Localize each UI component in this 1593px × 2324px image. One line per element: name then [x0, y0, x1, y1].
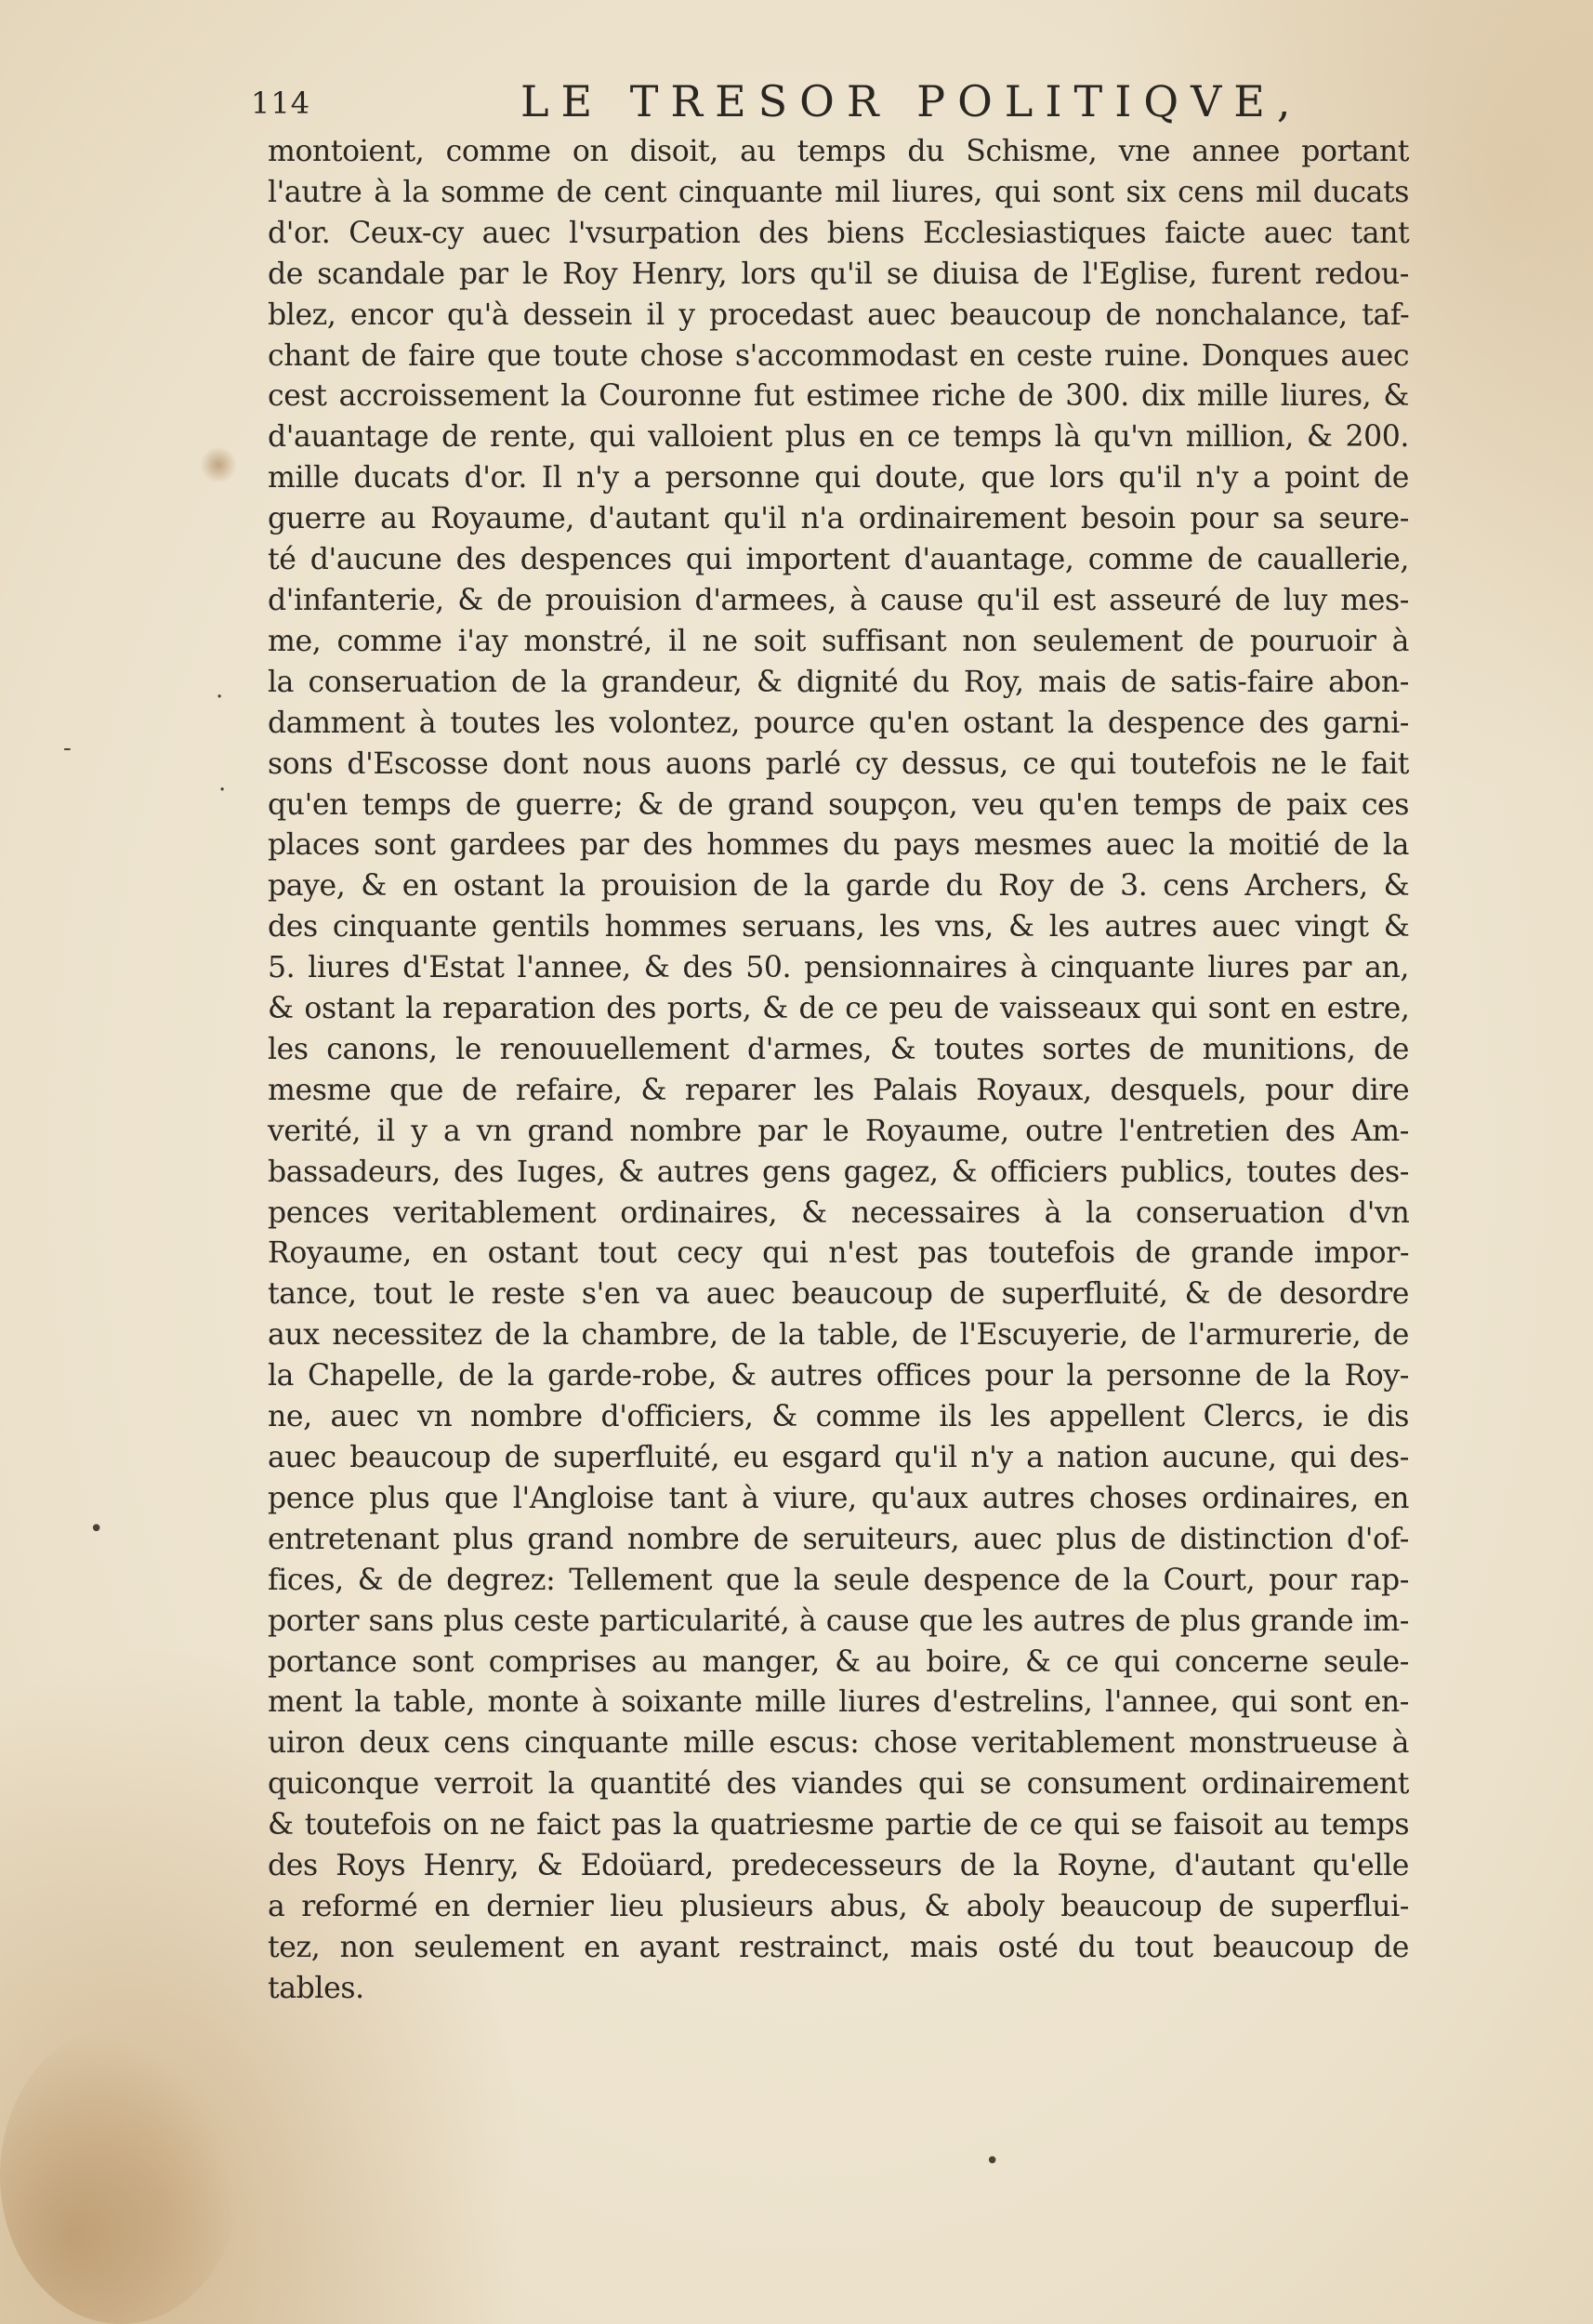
margin-mark: -	[63, 734, 72, 762]
text-line: la Chapelle, de la garde-robe, & autres offices pour la personne de la Roy-	[268, 1359, 1409, 1393]
text-line: a reformé en dernier lieu plusieurs abus, & aboly beaucoup de superflui-	[268, 1889, 1409, 1923]
text-line: pence plus que l'Angloise tant à viure, qu'aux autres choses ordinaires, en	[268, 1481, 1409, 1515]
text-line: qu'en temps de guerre; & de grand soupçon, veu qu'en temps de paix ces	[268, 787, 1410, 822]
text-line: Royaume, en ostant tout cecy qui n'est pas toutefois de grande impor-	[268, 1236, 1410, 1271]
text-line: auec beaucoup de superfluité, eu esgard qu'il n'y a nation aucune, qui des-	[268, 1441, 1409, 1474]
text-line: mille ducats d'or. Il n'y a personne qui doute, que lors qu'il n'y a point de	[268, 461, 1409, 495]
text-line: uiron deux cens cinquante mille escus: chose veritablement monstrueuse à	[268, 1726, 1409, 1761]
text-line: damment à toutes les volontez, pource qu'en ostant la despence des garni-	[268, 706, 1409, 740]
text-line: me, comme i'ay monstré, il ne soit suffisant non seulement de pouruoir à	[268, 624, 1409, 658]
page-number: 114	[251, 86, 311, 121]
text-line: fices, & de degrez: Tellement que la seule despence de la Court, pour rap-	[268, 1563, 1409, 1597]
paper-stain	[200, 446, 237, 483]
text-line: aux necessitez de la chambre, de la table, de l'Escuyerie, de l'armurerie, de	[268, 1318, 1409, 1353]
text-line: portance sont comprises au manger, & au boire, & ce qui concerne seule-	[268, 1644, 1409, 1679]
text-line: cest accroissement la Couronne fut estimee riche de 300. dix mille liures, &	[268, 379, 1409, 414]
text-line: chant de faire que toute chose s'accommodast en ceste ruine. Donques auec	[268, 338, 1410, 373]
text-line: des Roys Henry, & Edoüard, predecesseurs de la Royne, d'autant qu'elle	[268, 1849, 1409, 1883]
text-line: tables.	[268, 1971, 364, 2005]
text-line: pences veritablement ordinaires, & necessaires à la conseruation d'vn	[268, 1195, 1410, 1230]
text-line: bassadeurs, des Iuges, & autres gens gagez, & officiers publics, toutes des-	[268, 1155, 1409, 1189]
margin-mark: ·	[218, 776, 227, 804]
text-line: 5. liures d'Estat l'annee, & des 50. pensionnaires à cinquante liures par an,	[268, 951, 1409, 985]
body-text	[268, 132, 1409, 2010]
text-line: la conseruation de la grandeur, & dignité du Roy, mais de satis-faire abon-	[268, 665, 1409, 699]
text-line: blez, encor qu'à dessein il y procedast auec beaucoup de nonchalance, taf-	[268, 297, 1410, 332]
text-line: porter sans plus ceste particularité, à cause que les autres de plus grande im-	[268, 1604, 1409, 1638]
text-line: tance, tout le reste s'en va auec beaucoup de superfluité, & de desordre	[268, 1277, 1409, 1312]
text-line: ne, auec vn nombre d'officiers, & comme ils les appellent Clercs, ie dis	[268, 1400, 1410, 1434]
text-line: d'or. Ceux-cy auec l'vsurpation des biens Ecclesiastiques faicte auec tant	[268, 216, 1410, 250]
text-line: paye, & en ostant la prouision de la garde du Roy de 3. cens Archers, &	[268, 869, 1410, 904]
margin-mark: •	[985, 2147, 1000, 2175]
text-line: guerre au Royaume, d'autant qu'il n'a ordinairement besoin pour sa seure-	[268, 502, 1409, 536]
text-line: mesme que de refaire, & reparer les Palais Royaux, desquels, pour dire	[268, 1073, 1410, 1107]
text-line: l'autre à la somme de cent cinquante mil liures, qui sont six cens mil ducats	[268, 175, 1409, 209]
text-line: té d'aucune des despences qui importent d'auantage, comme de cauallerie,	[268, 543, 1409, 577]
margin-mark: •	[89, 1515, 104, 1543]
text-line: montoient, comme on disoit, au temps du Schisme, vne annee portant	[268, 135, 1409, 168]
text-line: & ostant la reparation des ports, & de ce peu de vaisseaux qui sont en estre,	[268, 992, 1410, 1026]
text-line: places sont gardees par des hommes du pays mesmes auec la moitié de la	[268, 828, 1409, 863]
text-line: & toutefois on ne faict pas la quatriesme partie de ce qui se faisoit au temps	[268, 1808, 1410, 1842]
text-line: d'infanterie, & de prouision d'armees, à cause qu'il est asseuré de luy mes-	[268, 583, 1409, 617]
text-line: quiconque verroit la quantité des viandes qui se consument ordinairement	[268, 1767, 1410, 1802]
text-line: des cinquante gentils hommes seruans, les vns, & les autres auec vingt &	[268, 910, 1410, 944]
running-title: LE TRESOR POLITIQVE,	[520, 76, 1303, 126]
text-line: verité, il y a vn grand nombre par le Royaume, outre l'entretien des Am-	[268, 1114, 1409, 1148]
text-line: ment la table, monte à soixante mille liures d'estrelins, l'annee, qui sont en-	[268, 1685, 1409, 1720]
text-line: entretenant plus grand nombre de seruiteurs, auec plus de distinction d'of-	[268, 1522, 1409, 1556]
paper-stain	[0, 2027, 242, 2324]
page-header	[251, 73, 1422, 128]
text-line: sons d'Escosse dont nous auons parlé cy dessus, ce qui toutefois ne le fait	[268, 746, 1410, 781]
margin-mark: ·	[216, 683, 224, 711]
text-line: d'auantage de rente, qui valloient plus en ce temps là qu'vn million, & 200.	[268, 420, 1410, 455]
text-line: de scandale par le Roy Henry, lors qu'il se diuisa de l'Eglise, furent redou-	[268, 257, 1409, 291]
text-line: les canons, le renouuellement d'armes, & toutes sortes de munitions, de	[268, 1032, 1409, 1066]
text-line: tez, non seulement en ayant restrainct, mais osté du tout beaucoup de	[268, 1930, 1409, 1964]
